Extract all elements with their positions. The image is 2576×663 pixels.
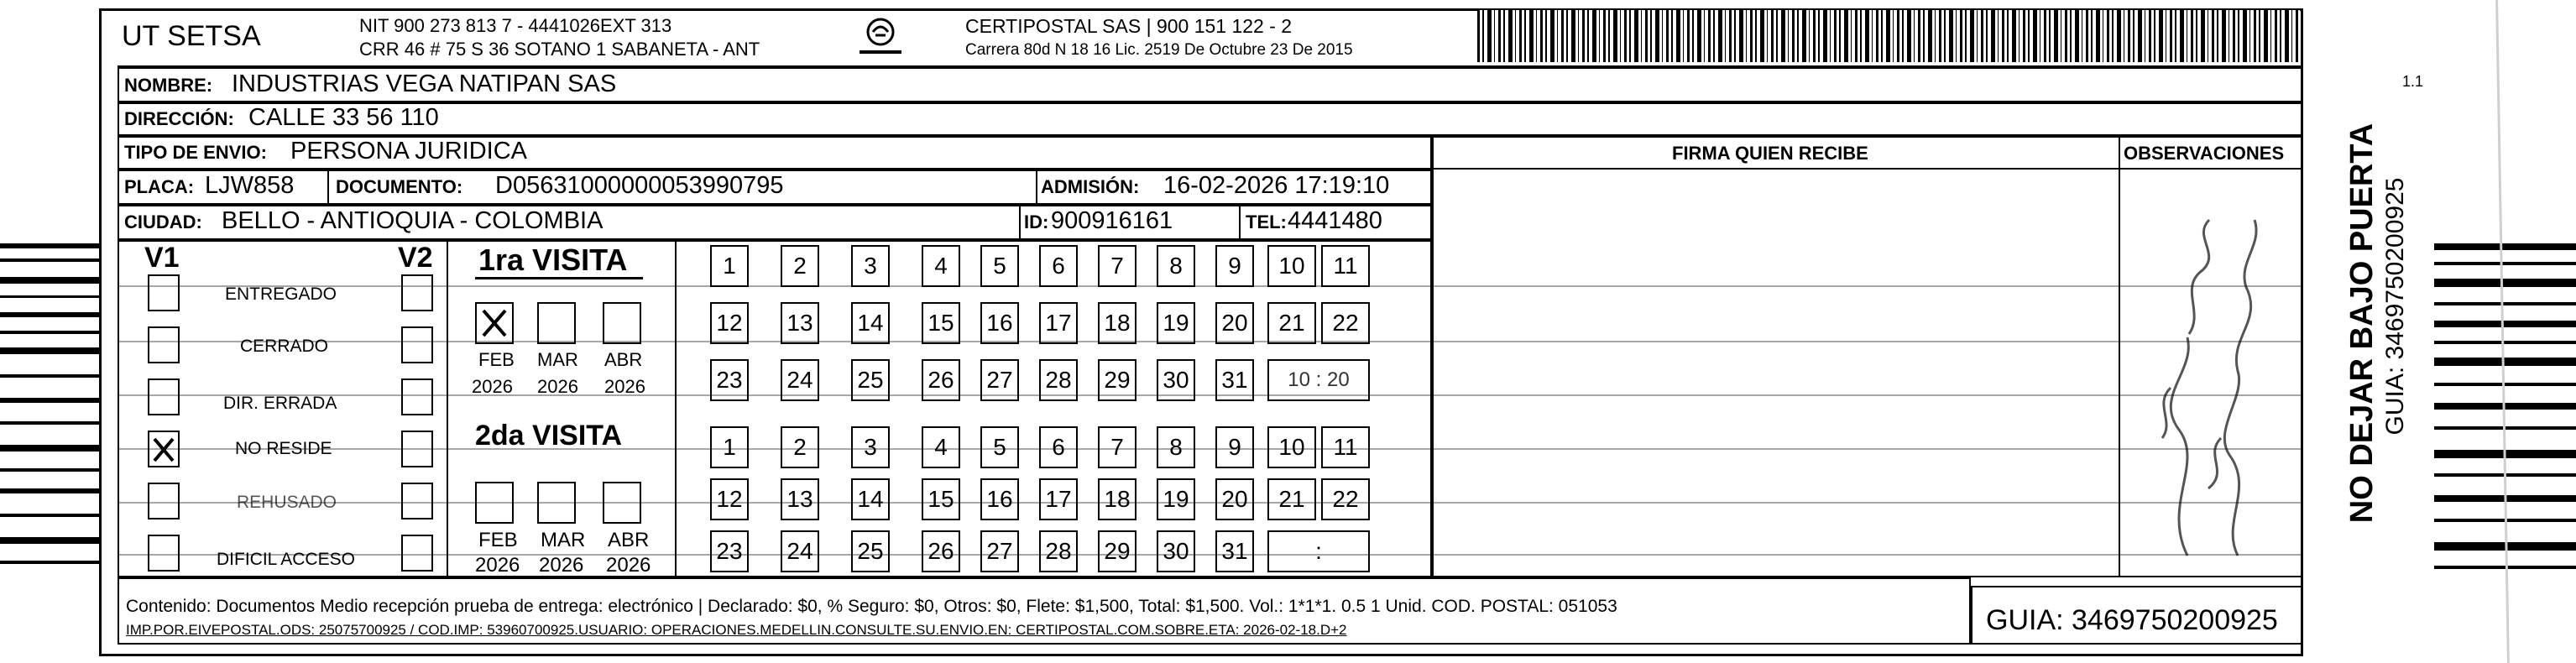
handwritten-note bbox=[2129, 186, 2296, 572]
status-row bbox=[118, 321, 447, 369]
guia-number: GUIA: 3469750200925 bbox=[1986, 604, 2278, 636]
day-box[interactable]: 31 bbox=[1215, 359, 1254, 401]
day-box[interactable]: 14 bbox=[851, 478, 890, 520]
v1-checkbox[interactable] bbox=[148, 431, 180, 467]
second-year-feb: 2026 bbox=[475, 554, 520, 577]
barcode bbox=[1477, 10, 2300, 62]
day-box[interactable]: 23 bbox=[710, 359, 749, 401]
visits-divider bbox=[675, 240, 677, 577]
day-box[interactable]: 7 bbox=[1098, 245, 1136, 287]
day-box[interactable]: 20 bbox=[1215, 478, 1254, 520]
v1-checkbox[interactable] bbox=[148, 326, 180, 363]
second-month-abr: ABR bbox=[608, 529, 650, 551]
day-box[interactable]: 3 bbox=[851, 426, 890, 468]
certipostal-line-2: Carrera 80d N 18 16 Lic. 2519 De Octubre 23 De 2015 bbox=[965, 41, 1353, 59]
day-box[interactable]: 9 bbox=[1215, 426, 1254, 468]
day-box[interactable]: 21 bbox=[1267, 478, 1316, 520]
day-box[interactable]: 6 bbox=[1039, 245, 1078, 287]
day-box[interactable]: 8 bbox=[1157, 245, 1195, 287]
nombre-value: INDUSTRIAS VEGA NATIPAN SAS bbox=[232, 70, 617, 97]
day-box[interactable]: 7 bbox=[1098, 426, 1136, 468]
day-box[interactable]: 2 bbox=[781, 426, 819, 468]
day-box[interactable]: 4 bbox=[922, 426, 960, 468]
time-box[interactable]: 10 : 20 bbox=[1267, 359, 1370, 401]
imp-line: IMP.POR.EIVEPOSTAL.ODS: 25075700925 / COD.IMP: 53960700925.USUARIO: OPERACIONES.MEDELLIN.CONSULTE.SU.ENVIO.EN: CERTIPOSTAL.COM.SOBRE.ETA: 2026-02-18.D+2 bbox=[126, 622, 1347, 638]
v1-checkbox[interactable] bbox=[148, 535, 180, 572]
day-box[interactable]: 28 bbox=[1039, 530, 1078, 572]
scan-streaks-left bbox=[0, 243, 101, 596]
second-year-mar: 2026 bbox=[539, 554, 584, 577]
first-year-feb: 2026 bbox=[472, 376, 513, 397]
day-box[interactable]: 12 bbox=[710, 478, 749, 520]
observaciones-header-label: OBSERVACIONES bbox=[2124, 143, 2285, 164]
day-box[interactable]: 30 bbox=[1157, 359, 1195, 401]
status-label: CERRADO bbox=[240, 337, 329, 356]
day-box[interactable]: 9 bbox=[1215, 245, 1254, 287]
day-box[interactable]: 22 bbox=[1321, 302, 1370, 344]
tipo-value: PERSONA JURIDICA bbox=[290, 138, 527, 164]
status-label: DIR. ERRADA bbox=[223, 394, 337, 413]
day-box[interactable]: 13 bbox=[781, 478, 819, 520]
firma-column bbox=[1432, 136, 2120, 577]
day-box[interactable]: 17 bbox=[1039, 478, 1078, 520]
check-mark-icon bbox=[149, 432, 178, 466]
day-box[interactable]: 19 bbox=[1157, 302, 1195, 344]
day-box[interactable]: 31 bbox=[1215, 530, 1254, 572]
direccion-row bbox=[118, 102, 2303, 136]
placa-label: PLACA: bbox=[124, 176, 195, 197]
day-box[interactable]: 27 bbox=[980, 359, 1019, 401]
v1-checkbox[interactable] bbox=[148, 274, 180, 311]
second-year-abr: 2026 bbox=[606, 554, 651, 577]
direccion-label: DIRECCIÓN: bbox=[124, 108, 234, 129]
first-month-box-abr[interactable] bbox=[603, 302, 641, 344]
v1-checkbox[interactable] bbox=[148, 483, 180, 519]
nit-line-2: CRR 46 # 75 S 36 SOTANO 1 SABANETA - ANT bbox=[359, 39, 760, 60]
day-box[interactable]: 25 bbox=[851, 359, 890, 401]
day-box[interactable]: 17 bbox=[1039, 302, 1078, 344]
day-box[interactable]: 26 bbox=[922, 530, 960, 572]
day-box[interactable]: 3 bbox=[851, 245, 890, 287]
company-name: UT SETSA bbox=[122, 20, 261, 52]
second-visit-day-grid bbox=[710, 426, 1415, 577]
second-month-mar: MAR bbox=[541, 529, 586, 551]
v2-checkbox[interactable] bbox=[401, 431, 433, 467]
nit-line-1: NIT 900 273 813 7 - 4441026EXT 313 bbox=[359, 15, 672, 36]
day-box[interactable]: 26 bbox=[922, 359, 960, 401]
v2-checkbox[interactable] bbox=[401, 483, 433, 519]
day-box[interactable]: 30 bbox=[1157, 530, 1195, 572]
day-box[interactable]: 6 bbox=[1039, 426, 1078, 468]
day-box[interactable]: 13 bbox=[781, 302, 819, 344]
first-month-box-mar[interactable] bbox=[537, 302, 576, 344]
day-box[interactable]: 5 bbox=[980, 245, 1019, 287]
nombre-label: NOMBRE: bbox=[124, 75, 213, 96]
day-box[interactable]: 20 bbox=[1215, 302, 1254, 344]
ciudad-label: CIUDAD: bbox=[124, 211, 202, 232]
first-visit-title: 1ra VISITA bbox=[478, 243, 628, 277]
day-box[interactable]: 1 bbox=[710, 245, 749, 287]
admision-value: 16-02-2026 17:19:10 bbox=[1163, 172, 1390, 199]
margin-mark: 1.1 bbox=[2402, 73, 2424, 90]
status-label: ENTREGADO bbox=[225, 285, 337, 304]
contenido-text: Contenido: Documentos Medio recepción prueba de entrega: electrónico | Declarado: $0, % Seguro: $0, Otros: $0, Flete: $1,500, Total: $1,500. Vol.: 1*1*1. 0.5 1 Unid. COD. POSTAL: 051053 bbox=[126, 597, 1617, 616]
v2-checkbox[interactable] bbox=[401, 274, 433, 311]
firma-header-label: FIRMA QUIEN RECIBE bbox=[1672, 143, 1868, 164]
tel-value: 4441480 bbox=[1288, 207, 1382, 234]
day-box[interactable]: 24 bbox=[781, 359, 819, 401]
first-year-mar: 2026 bbox=[537, 376, 578, 397]
v2-checkbox[interactable] bbox=[401, 378, 433, 415]
day-box[interactable]: 19 bbox=[1157, 478, 1195, 520]
day-box[interactable]: 28 bbox=[1039, 359, 1078, 401]
day-box[interactable]: 15 bbox=[922, 302, 960, 344]
first-visit-day-grid bbox=[710, 245, 1415, 405]
id-value: 900916161 bbox=[1051, 207, 1173, 234]
status-row bbox=[118, 477, 447, 525]
first-month-abr: ABR bbox=[604, 349, 643, 370]
day-box[interactable]: 27 bbox=[980, 530, 1019, 572]
status-row bbox=[118, 373, 447, 421]
side-vertical-panel bbox=[2303, 67, 2429, 577]
first-year-abr: 2026 bbox=[604, 376, 645, 397]
day-box[interactable]: 16 bbox=[980, 302, 1019, 344]
day-box[interactable]: 18 bbox=[1098, 302, 1136, 344]
second-visit-title: 2da VISITA bbox=[475, 420, 623, 452]
day-box[interactable]: 12 bbox=[710, 302, 749, 344]
day-box[interactable]: 1 bbox=[710, 426, 749, 468]
status-label: DIFICIL ACCESO bbox=[217, 550, 355, 569]
status-row bbox=[118, 269, 447, 317]
day-box[interactable]: 29 bbox=[1098, 359, 1136, 401]
second-month-box-mar[interactable] bbox=[537, 482, 576, 524]
first-month-feb: FEB bbox=[478, 349, 515, 370]
first-month-box-feb[interactable] bbox=[475, 302, 514, 344]
first-visit-underline bbox=[475, 277, 643, 279]
day-box[interactable]: 24 bbox=[781, 530, 819, 572]
id-label: ID: bbox=[1024, 211, 1049, 232]
status-row bbox=[118, 425, 447, 473]
admision-label: ADMISIÓN: bbox=[1041, 176, 1140, 197]
day-box[interactable]: 11 bbox=[1321, 245, 1370, 287]
v1-checkbox[interactable] bbox=[148, 378, 180, 415]
v2-checkbox[interactable] bbox=[401, 535, 433, 572]
guia-vertical: GUIA: 3469750200925 bbox=[2381, 177, 2409, 436]
status-label: NO RESIDE bbox=[235, 439, 332, 458]
day-box[interactable]: 14 bbox=[851, 302, 890, 344]
day-box[interactable]: 16 bbox=[980, 478, 1019, 520]
time-box[interactable]: : bbox=[1267, 530, 1370, 572]
day-box[interactable]: 10 bbox=[1267, 245, 1316, 287]
day-box[interactable]: 10 bbox=[1267, 426, 1316, 468]
day-box[interactable]: 25 bbox=[851, 530, 890, 572]
day-box[interactable]: 2 bbox=[781, 245, 819, 287]
second-month-box-feb[interactable] bbox=[475, 482, 514, 524]
certipostal-line-1: CERTIPOSTAL SAS | 900 151 122 - 2 bbox=[965, 15, 1293, 37]
v1-label: V1 bbox=[144, 242, 180, 274]
day-box[interactable]: 21 bbox=[1267, 302, 1316, 344]
day-box[interactable]: 5 bbox=[980, 426, 1019, 468]
day-box[interactable]: 18 bbox=[1098, 478, 1136, 520]
status-label: REHUSADO bbox=[237, 493, 337, 512]
check-mark-icon bbox=[477, 304, 512, 342]
status-row bbox=[118, 529, 447, 577]
second-month-box-abr[interactable] bbox=[603, 482, 641, 524]
v2-checkbox[interactable] bbox=[401, 326, 433, 363]
tel-label: TEL: bbox=[1246, 211, 1287, 232]
second-month-feb: FEB bbox=[478, 529, 518, 551]
status-rows bbox=[118, 269, 447, 577]
documento-value: D05631000000053990795 bbox=[495, 172, 784, 199]
day-box[interactable]: 23 bbox=[710, 530, 749, 572]
v2-label: V2 bbox=[398, 242, 433, 274]
documento-label: DOCUMENTO: bbox=[336, 176, 463, 197]
day-box[interactable]: 4 bbox=[922, 245, 960, 287]
certipostal-logo bbox=[854, 15, 907, 62]
tipo-label: TIPO DE ENVIO: bbox=[124, 142, 267, 163]
placa-value: LJW858 bbox=[205, 172, 295, 199]
day-box[interactable]: 22 bbox=[1321, 478, 1370, 520]
status-divider bbox=[447, 240, 448, 577]
day-box[interactable]: 15 bbox=[922, 478, 960, 520]
day-box[interactable]: 29 bbox=[1098, 530, 1136, 572]
day-box[interactable]: 8 bbox=[1157, 426, 1195, 468]
no-dejar-vertical: NO DEJAR BAJO PUERTA bbox=[2344, 123, 2380, 524]
ciudad-value: BELLO - ANTIOQUIA - COLOMBIA bbox=[222, 207, 604, 234]
direccion-value: CALLE 33 56 110 bbox=[248, 104, 439, 131]
day-box[interactable]: 11 bbox=[1321, 426, 1370, 468]
first-month-mar: MAR bbox=[537, 349, 578, 370]
